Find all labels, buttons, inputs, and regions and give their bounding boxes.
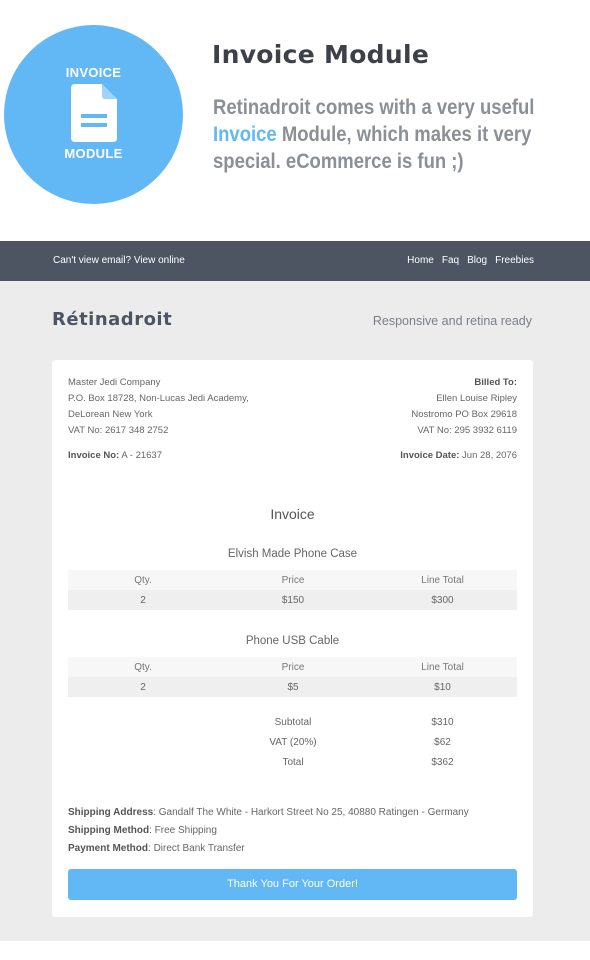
shipping-address — [68, 804, 469, 822]
view-online-link[interactable]: Can't view email? View online — [53, 255, 185, 266]
nav-blog-link[interactable]: Blog — [467, 255, 488, 266]
billing-line: Nostromo PO Box 29618 — [411, 409, 517, 420]
brand-logo[interactable]: Rétinadroit — [52, 309, 173, 330]
billed-to-label: Billed To: — [474, 377, 517, 388]
item-table-header — [68, 570, 517, 590]
promo-text-start: Retinadroit comes with a very useful — [213, 96, 535, 119]
order-info — [68, 804, 469, 858]
payment-method — [68, 840, 469, 858]
total-row — [68, 752, 517, 772]
price-cell: $150 — [281, 594, 305, 606]
total-value: $362 — [431, 756, 454, 768]
nav-faq-link[interactable]: Faq — [441, 255, 460, 266]
email-topbar — [0, 241, 590, 281]
qty-header: Qty. — [134, 574, 152, 586]
billing-line: VAT No: 295 3932 6119 — [417, 425, 517, 436]
nav-freebies-link[interactable]: Freebies — [495, 255, 534, 266]
invoice-date-label: Invoice Date: — [400, 450, 460, 461]
promo-title: Invoice Module — [212, 40, 430, 69]
invoice-heading: Invoice — [270, 506, 315, 522]
invoice-card — [52, 360, 533, 917]
document-icon — [71, 84, 117, 142]
sender-line: DeLorean New York — [68, 409, 153, 420]
table-row — [68, 590, 517, 610]
shipping-method-value: : Free Shipping — [149, 825, 217, 836]
subtotal-row — [68, 712, 517, 732]
thank-you-button[interactable]: Thank You For Your Order! — [68, 869, 517, 900]
qty-cell: 2 — [140, 681, 146, 693]
total-label: Total — [282, 756, 304, 768]
promo-banner — [0, 0, 590, 240]
billing-address — [411, 375, 517, 439]
totals-table — [68, 712, 517, 772]
item-title: Phone USB Cable — [245, 635, 340, 647]
invoice-date — [400, 450, 517, 461]
vat-label: VAT (20%) — [269, 736, 317, 748]
vat-row — [68, 732, 517, 752]
sender-line: P.O. Box 18728, Non-Lucas Jedi Academy, — [68, 393, 249, 404]
invoice-number-value: A - 21637 — [119, 450, 162, 461]
topbar-nav — [407, 255, 534, 266]
line-total-header: Line Total — [421, 661, 464, 673]
shipping-method-label: Shipping Method — [68, 825, 150, 836]
invoice-date-value: Jun 28, 2076 — [459, 450, 517, 461]
line-total-header: Line Total — [421, 574, 464, 586]
nav-home-link[interactable]: Home — [407, 255, 434, 266]
shipping-method — [68, 822, 469, 840]
sender-line: Master Jedi Company — [68, 377, 161, 388]
sender-line: VAT No: 2617 348 2752 — [68, 425, 169, 436]
badge-label-bottom: MODULE — [64, 146, 123, 161]
shipping-address-value: : Gandalf The White - Harkort Street No 25, 40880 Ratingen - Germany — [153, 807, 469, 818]
subtotal-label: Subtotal — [274, 716, 312, 728]
item-table-header — [68, 657, 517, 677]
price-header: Price — [281, 574, 305, 586]
item-table — [68, 570, 517, 610]
payment-method-value: : Direct Bank Transfer — [148, 843, 245, 854]
price-header: Price — [281, 661, 305, 673]
invoice-number-label: Invoice No: — [68, 450, 120, 461]
table-row — [68, 677, 517, 697]
shipping-address-label: Shipping Address — [68, 807, 154, 818]
item-title: Elvish Made Phone Case — [227, 548, 358, 560]
promo-text-end: Module, which makes it very special. eCommerce is fun ;) — [213, 123, 532, 173]
qty-header: Qty. — [134, 661, 152, 673]
badge-label-top: INVOICE — [65, 65, 122, 80]
vat-value: $62 — [434, 736, 451, 748]
promo-description — [213, 94, 543, 175]
subtotal-value: $310 — [431, 716, 454, 728]
billing-line: Ellen Louise Ripley — [436, 393, 517, 404]
item-table — [68, 657, 517, 697]
brand-tagline: Responsive and retina ready — [372, 314, 532, 328]
invoice-number — [68, 450, 162, 461]
line-total-cell: $300 — [431, 594, 454, 606]
promo-text-accent: Invoice — [213, 123, 277, 146]
price-cell: $5 — [287, 681, 299, 693]
invoice-module-badge — [4, 25, 183, 204]
payment-method-label: Payment Method — [68, 843, 149, 854]
line-total-cell: $10 — [434, 681, 451, 693]
sender-address — [68, 375, 249, 439]
qty-cell: 2 — [140, 594, 146, 606]
